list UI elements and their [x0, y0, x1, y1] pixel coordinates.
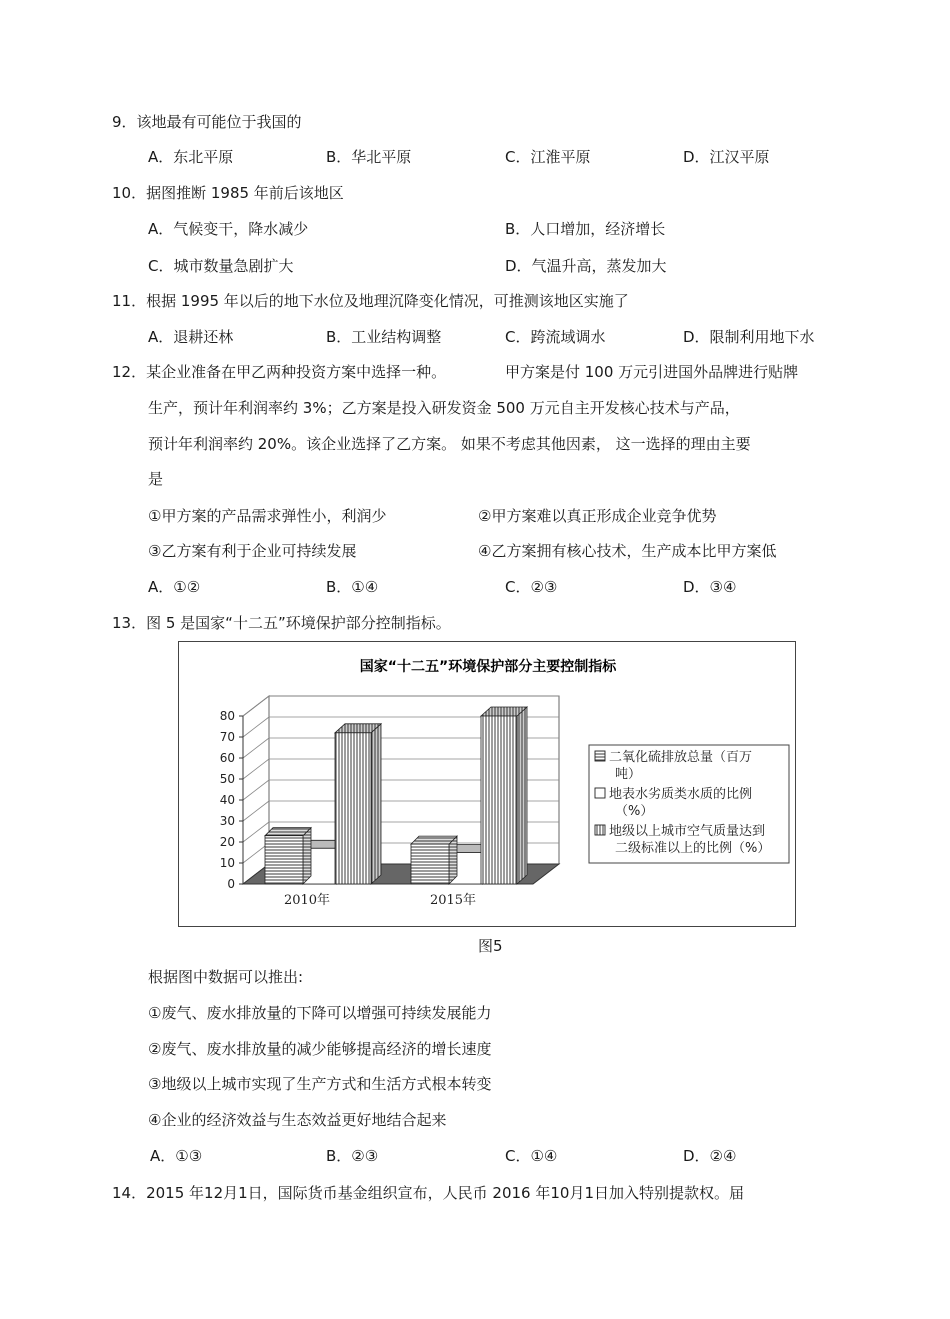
- chart-legend-label: 二级标准以上的比例（%）: [615, 841, 771, 856]
- q9-stem: 9．该地最有可能位于我国的: [112, 113, 302, 131]
- chart-bar-front: [411, 844, 449, 884]
- q13-option-c: C．①④: [505, 1147, 558, 1165]
- q13-statement-4: ④企业的经济效益与生态效益更好地结合起来: [148, 1111, 447, 1129]
- chart-y-tick-label: 50: [219, 772, 235, 786]
- q13-option-b: B．②③: [326, 1147, 379, 1165]
- q10-option-d: D．气温升高，蒸发加大: [505, 257, 667, 275]
- q12-statement-3: ③乙方案有利于企业可持续发展: [148, 542, 357, 560]
- chart-legend-swatch: [595, 825, 605, 835]
- chart-legend-label: 二氧化硫排放总量（百万: [609, 750, 753, 765]
- q11-stem: 11．根据 1995 年以后的地下水位及地理沉降变化情况，可推测该地区实施了: [112, 292, 629, 310]
- q9-option-a: A．东北平原: [148, 148, 234, 166]
- q10-option-c: C．城市数量急剧扩大: [148, 257, 294, 275]
- q9-option-b: B．华北平原: [326, 148, 412, 166]
- chart-x-label: 2010年: [283, 893, 331, 908]
- chart-y-tick-label: 20: [219, 835, 235, 849]
- q10-option-a: A．气候变干，降水减少: [148, 220, 309, 238]
- chart-x-labels: [284, 892, 476, 908]
- q12-statement-2: ②甲方案难以真正形成企业竞争优势: [478, 507, 717, 525]
- chart-legend-label: 吨）: [615, 767, 642, 782]
- chart-bar: [265, 828, 311, 884]
- q11-option-d: D．限制利用地下水: [683, 328, 815, 346]
- q12-statement-1: ①甲方案的产品需求弹性小，利润少: [148, 507, 387, 525]
- chart-bar-front: [335, 733, 371, 884]
- q13-option-a: A．①③: [150, 1147, 203, 1165]
- q12-option-c: C．②③: [505, 578, 558, 596]
- chart-legend-label: 地表水劣质类水质的比例: [609, 787, 753, 802]
- q9-option-d: D．江汉平原: [683, 148, 770, 166]
- q12-stem-line3: 预计年利润率约 20%。该企业选择了乙方案。 如果不考虑其他因素， 这一选择的理由主要: [148, 435, 751, 453]
- figure-5-chart: [178, 641, 796, 927]
- chart-legend-label: 地级以上城市空气质量达到: [609, 824, 766, 839]
- chart-x-label: 2015年: [429, 893, 477, 908]
- chart-bar-top: [265, 828, 311, 836]
- q11-option-b: B．工业结构调整: [326, 328, 442, 346]
- chart-bar-side: [517, 707, 527, 884]
- chart-bar-side: [371, 724, 381, 884]
- chart-canvas: [179, 642, 795, 926]
- chart-title: 国家“十二五”环境保护部分主要控制指标: [359, 659, 617, 675]
- q12-stem-line2: 生产，预计年利润率约 3%；乙方案是投入研发资金 500 万元自主开发核心技术与产品，: [148, 399, 740, 417]
- chart-bar: [335, 724, 381, 884]
- q12-option-b: B．①④: [326, 578, 379, 596]
- q12-statement-4: ④乙方案拥有核心技术，生产成本比甲方案低: [478, 542, 777, 560]
- q13-statement-1: ①废气、废水排放量的下降可以增强可持续发展能力: [148, 1004, 492, 1022]
- q11-option-c: C．跨流域调水: [505, 328, 606, 346]
- q10-option-b: B．人口增加，经济增长: [505, 220, 666, 238]
- chart-y-ticks: [220, 709, 243, 891]
- chart-legend: [589, 745, 789, 863]
- chart-y-tick-label: 30: [219, 814, 235, 828]
- chart-legend-label: （%）: [615, 804, 654, 819]
- q12-stem-line1a: 12．某企业准备在甲乙两种投资方案中选择一种。: [112, 363, 447, 381]
- chart-bar-front: [481, 716, 517, 884]
- q9-option-c: C．江淮平原: [505, 148, 591, 166]
- q12-stem-line4: 是: [148, 470, 164, 488]
- q13-lead: 根据图中数据可以推出:: [148, 968, 304, 986]
- chart-bar-top: [411, 836, 457, 844]
- chart-bar: [411, 836, 457, 884]
- chart-bar: [481, 707, 527, 884]
- figure-caption: 图5: [478, 937, 503, 955]
- q14-stem: 14．2015 年12月1日，国际货币基金组织宣布，人民币 2016 年10月1日加入特别提款权。届: [112, 1184, 745, 1202]
- chart-legend-swatch: [595, 751, 605, 761]
- q13-stem: 13．图 5 是国家“十二五”环境保护部分控制指标。: [112, 614, 451, 632]
- q12-option-a: A．①②: [148, 578, 201, 596]
- chart-y-tick-label: 0: [227, 877, 235, 891]
- chart-legend-swatch: [595, 788, 605, 798]
- chart-y-tick-label: 80: [219, 709, 235, 723]
- chart-y-tick-label: 70: [219, 730, 235, 744]
- q12-option-d: D．③④: [683, 578, 737, 596]
- chart-bar-front: [265, 836, 303, 884]
- chart-y-tick-label: 10: [219, 856, 235, 870]
- chart-y-tick-label: 60: [219, 751, 235, 765]
- chart-bar-side: [303, 828, 311, 884]
- q10-stem: 10．据图推断 1985 年前后该地区: [112, 184, 344, 202]
- q12-stem-line1b: 甲方案是付 100 万元引进国外品牌进行贴牌: [505, 363, 799, 381]
- q13-option-d: D．②④: [683, 1147, 737, 1165]
- chart-y-tick-label: 40: [219, 793, 235, 807]
- q13-statement-2: ②废气、废水排放量的减少能够提高经济的增长速度: [148, 1040, 492, 1058]
- q11-option-a: A．退耕还林: [148, 328, 234, 346]
- q13-statement-3: ③地级以上城市实现了生产方式和生活方式根本转变: [148, 1075, 492, 1093]
